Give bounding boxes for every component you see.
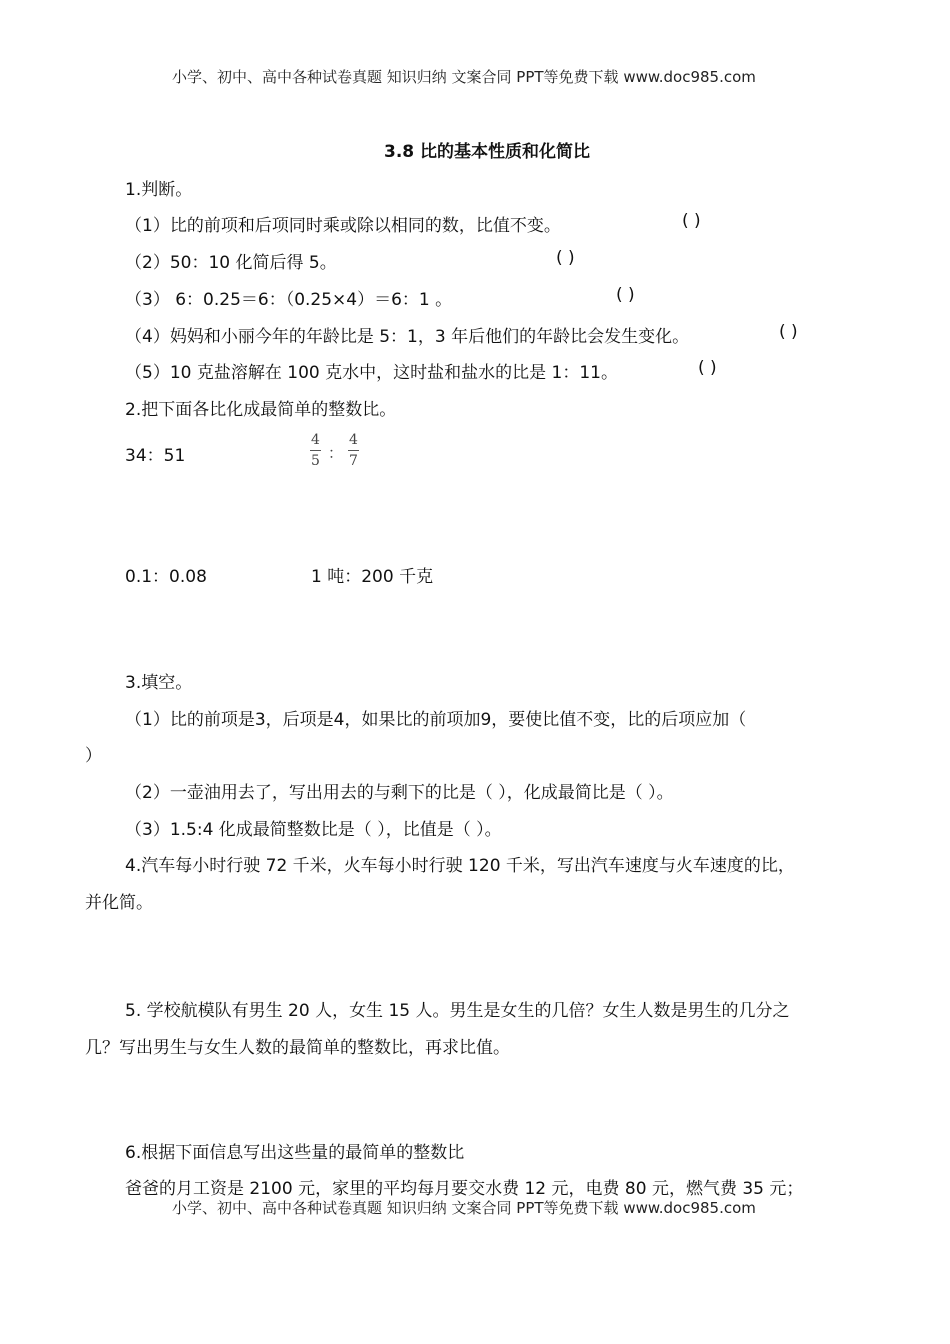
q4-line-2: 并化简。 [85,893,153,913]
q3-heading: 3.填空。 [125,673,193,693]
q1-item-1-answer-blank[interactable]: ( ) [682,211,701,231]
q1-item-2: （2）50：10 化简后得 5。 [125,253,337,273]
fraction-4-7: 4 7 [349,432,358,469]
q1-item-5-answer-blank[interactable]: ( ) [698,358,717,378]
q1-item-1: （1）比的前项和后项同时乘或除以相同的数，比值不变。 [125,216,561,236]
q2-ratio-a: 34：51 [125,446,186,466]
q3-item-1-line-2: ） [85,746,102,766]
ratio-separator: ： [328,444,344,462]
q3-item-2: （2）一壶油用去了，写出用去的与剩下的比是（ ），化成最简比是（ ）。 [125,783,674,803]
q2-ratio-b [310,432,370,476]
q4-line-1: 4.汽车每小时行驶 72 千米，火车每小时行驶 120 千米，写出汽车速度与火车速度的比， [125,856,795,876]
q1-item-2-answer-blank[interactable]: ( ) [556,248,575,268]
q3-item-3: （3）1.5:4 化成最简整数比是（ ），比值是（ ）。 [125,820,502,840]
fraction-4-5: 4 5 [311,432,320,469]
q1-item-5: （5）10 克盐溶解在 100 克水中，这时盐和盐水的比是 1：11。 [125,363,618,383]
q2-ratio-c: 0.1：0.08 [125,567,207,587]
q5-line-1: 5. 学校航模队有男生 20 人，女生 15 人。男生是女生的几倍？女生人数是男生的几分之 [125,1001,790,1021]
q1-item-3-answer-blank[interactable]: ( ) [616,285,635,305]
q3-item-1-line-1: （1）比的前项是3，后项是4，如果比的前项加9，要使比值不变，比的后项应加（ [125,710,747,730]
q1-item-3: （3） 6：0.25＝6：（0.25×4）＝6：1 。 [125,290,453,310]
q1-item-4-answer-blank[interactable]: ( ) [779,322,798,342]
page-footer: 小学、初中、高中各种试卷真题 知识归纳 文案合同 PPT等免费下载 www.doc985.com [172,1199,756,1217]
q6-line-1: 爸爸的月工资是 2100 元，家里的平均每月要交水费 12 元，电费 80 元，燃气费 35 元； [125,1179,804,1199]
q1-heading: 1.判断。 [125,180,193,200]
q1-item-4: （4）妈妈和小丽今年的年龄比是 5：1，3 年后他们的年龄比会发生变化。 [125,327,690,347]
page-header: 小学、初中、高中各种试卷真题 知识归纳 文案合同 PPT等免费下载 www.doc985.com [172,68,756,86]
q5-line-2: 几？写出男生与女生人数的最简单的整数比，再求比值。 [85,1038,510,1058]
q2-heading: 2.把下面各比化成最简单的整数比。 [125,400,397,420]
page-title: 3.8 比的基本性质和化简比 [384,142,591,162]
q6-heading: 6.根据下面信息写出这些量的最简单的整数比 [125,1143,465,1163]
q2-ratio-d: 1 吨：200 千克 [311,567,434,587]
